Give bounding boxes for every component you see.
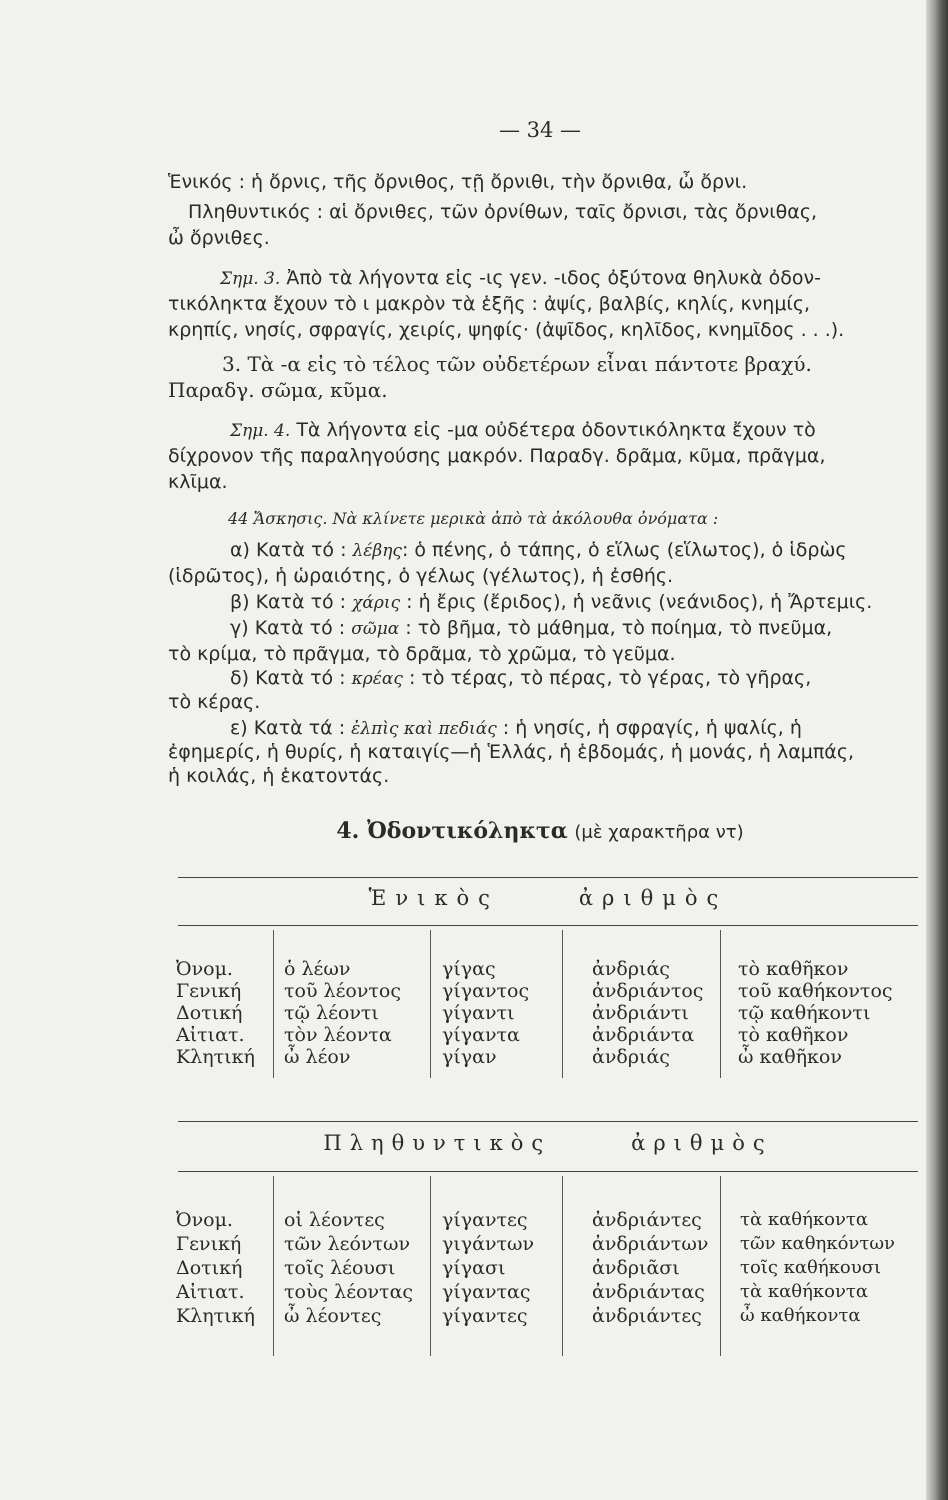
table-cell: ἀνδριάς	[592, 958, 670, 980]
table-cell: γίγαντες	[442, 1209, 528, 1231]
table-cell: γίγαντας	[442, 1281, 531, 1303]
table-cell: Ὀνομ.	[176, 958, 233, 980]
heading-word: Ἑνικὸς	[368, 886, 499, 910]
table-rule	[178, 1171, 918, 1172]
table-cell: Γενική	[176, 980, 242, 1002]
table-cell: τῶν καθηκόντων	[740, 1233, 895, 1254]
table-cell: ἀνδριάντι	[592, 1002, 689, 1024]
table-cell: ὁ λέων	[284, 958, 351, 980]
text-line: ἐφημερίς, ἡ θυρίς, ἡ καταιγίς—ἡ Ἑλλάς, ἡ ἑβδομάς, ἡ μονάς, ἡ λαμπάς,	[168, 741, 855, 763]
table-cell: τοῦ καθήκοντος	[738, 980, 893, 1002]
rule-3-line: 3. Τὰ -α εἰς τὸ τέλος τῶν οὐδετέρων εἶναι πάντοτε βραχύ.	[222, 352, 812, 376]
table-cell: γίγαντες	[442, 1305, 528, 1327]
table-cell: γίγαντι	[442, 1002, 515, 1024]
note-label: Σημ. 3.	[220, 269, 281, 289]
text-line: Ἑνικός : ἡ ὄρνις, τῆς ὄρνιθος, τῇ ὄρνιθι, τὴν ὄρνιθα, ὦ ὄρνι.	[168, 171, 748, 193]
table-rule	[178, 1121, 918, 1122]
exercise-text: : τὸ τέρας, τὸ πέρας, τὸ γέρας, τὸ γῆρας,	[408, 667, 812, 689]
table-cell: τὸ καθῆκον	[738, 1024, 849, 1046]
table-cell: ἀνδριᾶσι	[592, 1257, 680, 1279]
exercise-text: : ὁ πένης, ὁ τάπης, ὁ εἵλως (εἵλωτος), ὁ ἱδρὼς	[401, 539, 847, 561]
table-cell: τὸ καθῆκον	[738, 958, 849, 980]
table-cell: τοῖς λέουσι	[284, 1257, 396, 1279]
note-text: Ἀπὸ τὰ λήγοντα εἰς -ις γεν. -ιδος ὀξύτονα θηλυκὰ ὀδον-	[286, 267, 821, 289]
plural-col-2	[442, 1208, 534, 1328]
exercise-prefix: β) Κατὰ τό :	[230, 591, 347, 613]
table-cell: ὦ καθήκοντα	[740, 1305, 861, 1326]
table-cell: γιγάντων	[442, 1233, 535, 1255]
table-cell: ὦ λέον	[284, 1046, 351, 1068]
text-line: Πληθυντικός : αἱ ὄρνιθες, τῶν ὀρνίθων, ταῖς ὄρνισι, τὰς ὄρνιθας,	[188, 201, 818, 223]
table-cell: τοὺς λέοντας	[284, 1281, 414, 1303]
heading-word: ἀριθμὸς	[631, 1131, 773, 1155]
text-line: δίχρονον τῆς παραληγούσης μακρόν. Παραδγ. δρᾶμα, κῦμα, πρᾶγμα,	[168, 445, 826, 467]
singular-col-1	[284, 958, 401, 1068]
table-cell: τῶν λεόντων	[284, 1233, 411, 1255]
table-rule	[178, 925, 918, 926]
text-line: (ἱδρῶτος), ἡ ὡραιότης, ὁ γέλως (γέλωτος), ἡ ἐσθής.	[168, 565, 674, 587]
plural-col-3	[592, 1208, 708, 1328]
section-title-main: 4. Ὀδοντικόληκτα	[336, 818, 568, 844]
exercise-heading: 44 Ἄσκησις. Νὰ κλίνετε μερικὰ ἀπὸ τὰ ἀκόλουθα ὀνόματα :	[228, 509, 719, 528]
table-divider	[430, 1176, 431, 1356]
keyword: κρέας	[351, 669, 403, 689]
table-cell: Ὀνομ.	[176, 1209, 233, 1231]
heading-word: Πληθυντικὸς	[323, 1131, 552, 1155]
singular-col-4	[738, 958, 893, 1068]
table-divider	[562, 930, 563, 1078]
page-number: — 34 —	[498, 118, 582, 142]
exercise-prefix: ε) Κατὰ τά :	[230, 717, 346, 739]
keyword: σῶμα	[351, 619, 400, 639]
table-cell: Κλητική	[176, 1046, 255, 1068]
table-divider	[273, 930, 274, 1078]
table-divider	[430, 930, 431, 1078]
table-cell: Δοτική	[176, 1002, 243, 1024]
section-title	[0, 818, 948, 844]
keyword: ἐλπὶς καὶ πεδιάς	[351, 719, 497, 739]
text-line: τικόληκτα ἔχουν τὸ ι μακρὸν τὰ ἑξῆς : ἀψίς, βαλβίς, κηλίς, κνημίς,	[168, 293, 811, 315]
note-3-line	[220, 266, 948, 292]
table-cell: ἀνδριάντος	[592, 980, 704, 1002]
table-divider	[562, 1176, 563, 1356]
singular-col-2	[442, 958, 529, 1068]
table-cell: γίγαν	[442, 1046, 497, 1068]
exercise-text: : ἡ νησίς, ἡ σφραγίς, ἡ ψαλίς, ἡ	[502, 717, 802, 739]
table-cell: τοῦ λέοντος	[284, 980, 402, 1002]
note-label: Σημ. 4.	[230, 421, 291, 441]
table-cell: Αἰτιατ.	[176, 1024, 245, 1046]
table-cell: τῷ καθήκοντι	[738, 1002, 871, 1024]
section-subtitle: (μὲ χαρακτῆρα ντ)	[574, 822, 744, 843]
table-cell: γίγασι	[442, 1257, 506, 1279]
keyword: λέβης	[352, 541, 402, 561]
exercise-a	[230, 538, 948, 564]
table-cell: ἀνδριάντες	[592, 1305, 702, 1327]
text-line: τὸ κρίμα, τὸ πρᾶγμα, τὸ δρᾶμα, τὸ χρῶμα, τὸ γεῦμα.	[168, 643, 676, 665]
text-line: Παραδγ. σῶμα, κῦμα.	[168, 378, 388, 402]
table-cell: ἀνδριάς	[592, 1046, 670, 1068]
table-rule	[178, 877, 918, 878]
exercise-e	[230, 716, 948, 742]
exercise-c	[230, 616, 948, 642]
table-cell: τοῖς καθήκουσι	[740, 1257, 882, 1278]
table-cell: ἀνδριάντας	[592, 1281, 705, 1303]
text-line: ὦ ὄρνιθες.	[168, 227, 270, 249]
singular-cases	[176, 958, 255, 1068]
table-cell: γίγαντα	[442, 1024, 520, 1046]
exercise-d	[230, 666, 948, 692]
note-4-line	[230, 418, 948, 444]
table-cell: ἀνδριάντων	[592, 1233, 709, 1255]
exercise-prefix: γ) Κατὰ τό :	[230, 617, 346, 639]
exercise-text: : τὸ βῆμα, τὸ μάθημα, τὸ ποίημα, τὸ πνεῦμα,	[405, 617, 833, 639]
text-line: κλῖμα.	[168, 471, 228, 493]
table-cell: τὸν λέοντα	[284, 1024, 392, 1046]
table-cell: ἀνδριάντες	[592, 1209, 702, 1231]
exercise-b	[230, 590, 948, 616]
table-divider	[273, 1176, 274, 1356]
exercise-prefix: δ) Κατὰ τό :	[230, 667, 346, 689]
heading-word: ἀριθμὸς	[578, 886, 728, 910]
table-divider	[720, 1176, 721, 1356]
table-cell: τὰ καθήκοντα	[740, 1209, 869, 1230]
table-cell: ὦ καθῆκον	[738, 1046, 842, 1068]
plural-col-1	[284, 1208, 413, 1328]
table-cell: Γενική	[176, 1233, 242, 1255]
exercise-text: : ἡ ἔρις (ἔριδος), ἡ νεᾶνις (νεάνιδος), ἡ Ἄρτεμις.	[406, 591, 873, 613]
text-line: ἡ κοιλάς, ἡ ἑκατοντάς.	[168, 765, 390, 787]
plural-cases	[176, 1208, 255, 1328]
table-cell: Κλητική	[176, 1305, 255, 1327]
plural-col-4	[740, 1208, 895, 1328]
exercise-prefix: α) Κατὰ τό :	[230, 539, 347, 561]
table-cell: ὦ λέοντες	[284, 1305, 382, 1327]
table-cell: τῷ λέοντι	[284, 1002, 379, 1024]
table-cell: Αἰτιατ.	[176, 1281, 245, 1303]
book-spine-shadow	[926, 0, 948, 1500]
table-cell: ἀνδριάντα	[592, 1024, 695, 1046]
note-text: Τὰ λήγοντα εἰς -μα οὐδέτερα ὀδοντικόληκτα ἔχουν τὸ	[296, 419, 816, 441]
keyword: χάρις	[352, 593, 401, 613]
text-line: κρηπίς, νησίς, σφραγίς, χειρίς, ψηφίς· (ἀψῖδος, κηλῖδος, κνημῖδος . . .).	[168, 319, 845, 341]
table-cell: γίγαντος	[442, 980, 530, 1002]
table-cell: οἱ λέοντες	[284, 1209, 385, 1231]
plural-heading	[178, 1131, 918, 1155]
table-cell: τὰ καθήκοντα	[740, 1281, 869, 1302]
singular-heading	[178, 886, 918, 910]
table-cell: Δοτική	[176, 1257, 243, 1279]
table-cell: γίγας	[442, 958, 496, 980]
text-line: τὸ κέρας.	[168, 691, 261, 713]
table-divider	[720, 930, 721, 1078]
singular-col-3	[592, 958, 703, 1068]
